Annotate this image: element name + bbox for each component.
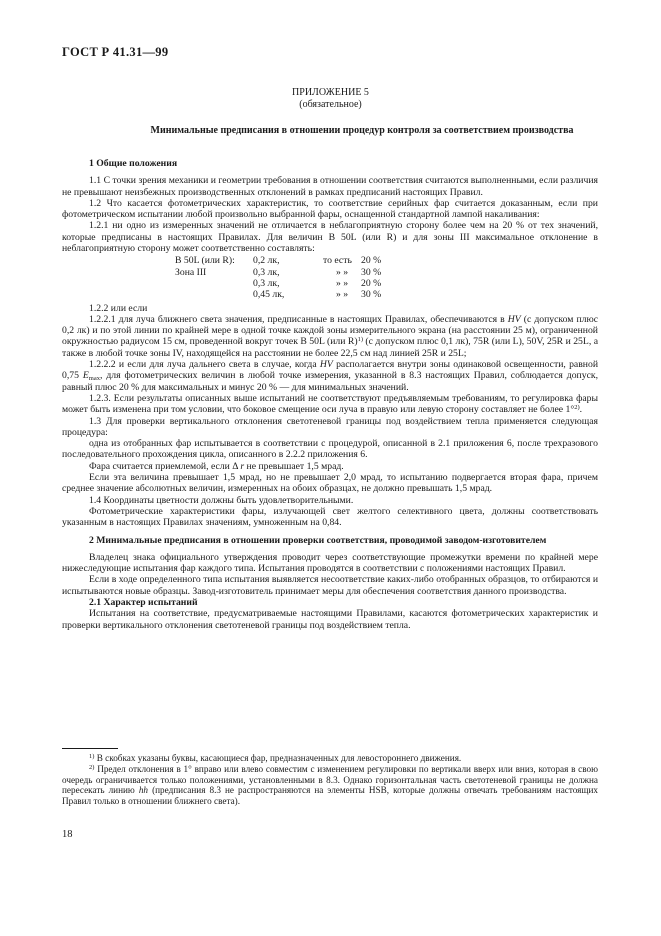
- paragraph-1-3: 1.3 Для проверки вертикального отклонения светотеневой границы под воздействием тепла применяется следующая процедура:: [62, 415, 598, 438]
- subsection-2-1-heading: 2.1 Характер испытаний: [89, 596, 198, 608]
- deviation-table: [175, 255, 381, 300]
- table-cell-percent: 20 %: [361, 255, 382, 267]
- table-cell-value: 0,3 лк,: [253, 277, 280, 289]
- paragraph-2-1: Испытания на соответствие, предусматриваемые настоящими Правилами, касаются фотометрических характеристик и проверки вертикального отклонения светотеневой границы под воздействием тепла.: [62, 608, 598, 631]
- text-run: 1.2.2.1 для луча ближнего света значения, предписанные в настоящих Правилах, обеспечиваются в: [89, 313, 508, 325]
- paragraph-2-b: Если в ходе определенного типа испытания выявляется несоответствие каких-либо отобранных образцов, то отбираются и испытываются новые образцы. Завод-изготовитель принимает меры для обеспечения соответствия данного производства.: [62, 574, 598, 597]
- section-1-heading: 1 Общие положения: [89, 158, 178, 169]
- table-row: [175, 267, 381, 278]
- table-row: [175, 255, 381, 266]
- footnote-text: Предел отклонения в 1° вправо или влево совместим с изменением регулировки по вертикали вверх или вниз, которая в свою очередь ограничивается только положениями, установленными в 8.3. Однако горизонтальная часть светотеневой границы не должна пересекать линию: [62, 763, 598, 796]
- text-run: (с допуском плюс 0,2 лк) и по этой линии по крайней мере в одной точке каждой зоны измерительного экрана (на расстоянии 25 м), ограниченной окружностью радиусом 15 см, проведенной вокруг точек В 50L (или R): [62, 313, 599, 348]
- table-cell-value: 0,45 лк,: [253, 289, 285, 301]
- text-run: , для фотометрических величин в любой точке измерения, указанной в 8.3 настоящих Правил, соблюдается допуск, равный плюс 20 % для максимальных и минус 20 % — для минимальных значений.: [62, 370, 598, 393]
- standard-header: ГОСТ Р 41.31—99: [62, 45, 169, 59]
- table-cell-mid: » »: [335, 277, 349, 289]
- text-run-italic: HV: [507, 313, 521, 325]
- paragraph-1-3-b: [62, 461, 598, 472]
- footnote-mark-2: 2): [89, 763, 95, 771]
- table-cell-mid: то есть: [323, 255, 352, 267]
- text-run: Фара считается приемлемой, если Δ: [89, 460, 241, 472]
- footnote-divider: [62, 748, 118, 749]
- table-cell-label: [175, 278, 253, 289]
- table-cell-percent: 30 %: [361, 266, 382, 278]
- appendix-label: ПРИЛОЖЕНИЕ 5: [292, 87, 369, 98]
- table-row: [175, 278, 381, 289]
- paragraph-1-1: 1.1 С точки зрения механики и геометрии требования в отношении соответствия считаются выполненными, если различия не превышают неизбежных производственных отклонений в рамках предписаний настоящих Правил.: [62, 175, 598, 198]
- table-cell-percent: 30 %: [361, 289, 382, 301]
- text-run-italic: HV: [319, 359, 333, 371]
- section-2-heading: 2 Минимальные предписания в отношении проверки соответствия, проводимой заводом-изготовителем: [89, 534, 547, 546]
- appendix-heading: [0, 87, 661, 110]
- paragraph-1-2-3: [62, 393, 598, 416]
- table-cell-percent: 20 %: [361, 277, 382, 289]
- footnote-text: (предписания 8.3 не распространяются на элементы HSB, которые должны отвечать требованиям настоящих Правил только в отношении ближнего света).: [62, 785, 598, 807]
- text-run-italic: E: [82, 370, 89, 382]
- document-title: Минимальные предписания в отношении процедур контроля за соответствием производства: [150, 125, 574, 136]
- text-run: (с допуском плюс 0,1 лк), 75R (или L), 50V, 25R и 25L, а также в любой точке зоны IV, находящейся на расстоянии не более 22,5 см над линией 25R и 25L;: [62, 336, 598, 359]
- footnote-ref-1[interactable]: 1): [357, 336, 363, 344]
- footnote-1: [62, 753, 598, 764]
- table-cell-label: Зона III: [175, 266, 207, 278]
- table-row: [175, 289, 381, 300]
- table-cell-label: [175, 289, 253, 300]
- paragraph-1-2-2: 1.2.2 или если: [89, 302, 148, 314]
- text-run: 1.2.2.2 и если для луча дальнего света в случае, когда: [89, 359, 320, 371]
- document-body: [62, 158, 598, 631]
- page-number: 18: [62, 829, 73, 840]
- text-run: не превышает 1,5 мрад.: [244, 460, 344, 472]
- table-cell-label: В 50L (или R):: [175, 255, 235, 267]
- table-cell-value: 0,2 лк,: [253, 255, 280, 267]
- paragraph-1-3-c: Если эта величина превышает 1,5 мрад, но не превышает 2,0 мрад, то испытанию подвергается вторая фара, причем среднее значение абсолютных величин, измеренных на обоих образцах, не должно превышать 1,5 мрад.: [62, 472, 598, 495]
- text-run: 1.2.3. Если результаты описанных выше испытаний не соответствуют предъявляемым требованиям, то регулировка фары может быть изменена при том условии, что боковое смещение оси луча в правую или левую сторону составляет не более 1°: [62, 392, 598, 416]
- paragraph-1-2-2-1: [62, 314, 598, 359]
- paragraph-1-3-a: одна из отобранных фар испытывается в соответствии с процедурой, описанной в 2.1 приложения 6, после трехразового последовательного прохождения цикла, описанного в 2.2.2 приложения 6.: [62, 438, 598, 461]
- footnotes: [62, 753, 598, 807]
- text-run-italic: r: [240, 460, 245, 472]
- footnote-2: [62, 764, 598, 807]
- table-cell-mid: » »: [335, 266, 349, 278]
- text-run: располагается внутри зоны одинаковой освещенности, равной 0,75: [62, 359, 599, 382]
- paragraph-2-a: Владелец знака официального утверждения проводит через соответствующие промежутки времени по крайней мере нижеследующие испытания фар каждого типа. Испытания проводятся в соответствии с положениями настоящих Правил.: [62, 551, 598, 575]
- table-cell-mid: » »: [335, 289, 349, 301]
- paragraph-1-4-b: Фотометрические характеристики фары, излучающей свет желтого селективного цвета, должны соответствовать указанным в настоящих Правилах значениям, умноженным на 0,84.: [62, 505, 598, 529]
- subscript-max: max: [88, 375, 100, 383]
- text-run-italic: hh: [138, 785, 149, 796]
- footnote-mark-1: 1): [89, 753, 95, 760]
- paragraph-1-2: 1.2 Что касается фотометрических характеристик, то соответствие серийных фар считается доказанным, если при фотометрическом испытании любой произвольно выбранной фары, оснащенной стандартной лампой накаливания:: [62, 197, 598, 221]
- paragraph-1-4: 1.4 Координаты цветности должны быть удовлетворительными.: [89, 494, 354, 506]
- appendix-status: (обязательное): [299, 98, 362, 110]
- footnote-ref-2[interactable]: 2): [574, 404, 580, 412]
- footnote-text: В скобках указаны буквы, касающиеся фар, предназначенных для левостороннего движения.: [94, 753, 462, 763]
- paragraph-1-2-2-2: [62, 359, 598, 393]
- paragraph-1-2-1: 1.2.1 ни одно из измеренных значений не отличается в неблагоприятную сторону более чем на 20 % от тех значений, которые предписаны в настоящих Правилах. Для величин В 50L (или R) и для зоны III максимальное отклонение в неблагоприятную сторону может соответственно составлять:: [62, 220, 598, 255]
- table-cell-value: 0,3 лк,: [253, 266, 280, 278]
- text-run: .: [579, 404, 583, 416]
